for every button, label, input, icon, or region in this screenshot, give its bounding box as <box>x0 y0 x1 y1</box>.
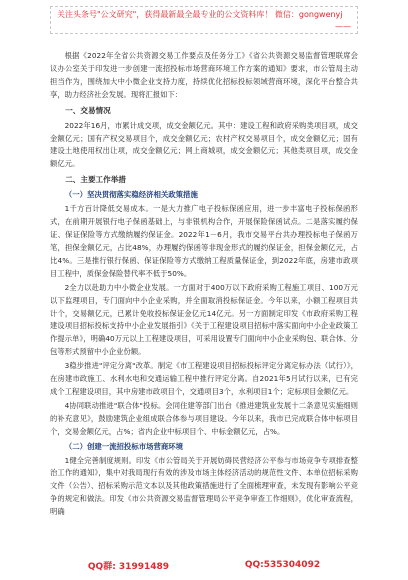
banner-text: 关注头条号"公文研究"，获得最新最全最专业的公文资料库！ 微信：gongwenyj <box>57 10 343 19</box>
qq-text: QQ:535304092 <box>244 560 321 570</box>
measure-paragraph-1: 1千方百计降低交易成本。一是大力推广电子投标保函应用，进一步丰富电子投标保函形式，在前期开展银行电子保函基础上，与非银机构合作，开展保险保函试点。二是落实履约保证、保证保险等方式缴纳履约保证金。2022年1－6月，我市交易平台共办理投标电子保函万笔，担保金额亿元，占比48%，办理履约保函等非现金形式的履约保证金，担保金额亿元，占比4%。三是推行银行保函、保证保险等方式缴纳工程质量保证金，到2022年底，房建市政项目工程中，质保金保险替代率不低于50%。 <box>50 204 358 278</box>
subsection-heading-policy: （一）坚决贯彻落实稳经济相关政策措施 <box>64 190 198 200</box>
measure-paragraph-4: 4协同联动推进"联合体"投标。会同住建等部门出台《推进建筑业发展十二条意见实施细则的补充意见》，鼓励建筑企业组成联合体参与项目建设。今年以来，我市已完成联合体中标项目个，交易金额亿元，占%；省内企业中标项目个、中标金额亿元，占%。 <box>50 400 358 436</box>
document-body <box>50 50 358 520</box>
banner-dash: —— <box>335 22 351 31</box>
intro-paragraph: 根据《2022年全省公共资源交易工作要点及任务分工》《省公共资源交易监督管理联席会议办公室关于印发进一步创建一流招投标市场营商环境工作方案的通知》要求，市公管局主动担当作为，围绕加大中小微企业支持力度，持续优化招标投标领域营商环境，深化平台整合共享，助力经济社会发展。现将汇报如下： <box>50 51 358 99</box>
measure-paragraph-2: 2全力以赴助力中小微企业发展。一方面对于400万以下政府采购工程施工项目、100万元以下监理项目，专门面向中小企业采购，并全面取消投标保证金。今年以来，小额工程项目共计个，交易额亿元，已累计免收投标保证金亿元14亿元。另一方面制定印发《市政府采购工程建设项目招标投标支持中小企业发展指引》《关于工程建设项目招标中落实面向中小企业政策工作提示单》，明确40万元以上工程建设项目，可采用设置专门面向中小企业采购包、联合体、分包等形式预留中小企业份额。 <box>50 282 358 357</box>
transactions-paragraph: 2022年16月，市累计成交项，成交金额亿元。其中：建设工程和政府采购类项目项，成交金额亿元；国有产权交易项目个，成交金额亿元；农村产权交易项目个，成交金额亿元；国有建设土地使用权出让项，成交金额亿元；网上商城项，成交金额亿元；其他类项目项，成交金额亿元。 <box>50 120 358 169</box>
measure-paragraph-3: 3稳步推进"评定分离"改革。制定《市工程建设项目招标投标评定分离定标办法（试行）》，在房建市政施工、水利水电和交通运输工程中推行评定分离。自2021年5月试行以来，已有完成个工程建设项目，其中房建市政项目个，交通项目3个，水利项目1个；定标项目金额亿元。 <box>50 361 358 396</box>
section-heading-transactions: 一、交易情况 <box>65 105 111 115</box>
section-heading-measures: 二、主要工作举措 <box>65 175 126 185</box>
environment-paragraph-1: 1健全完善制度规则。印发《市公管局关于开展妨碍民营经济公平参与市场竞争专项排查整治工作的通知》，集中对我局现行有效的涉及市场主体经济活动的规范性文件、本单位招标采购文件（公告）、招标采购示范文本以及其他政策措施进行了全面梳理审查，未发现有影响公平竞争的规定和做法。印发《市公共资源交易监督管理局公平竞争审查工作细则》，优化审查流程，明确 <box>50 455 358 517</box>
subsection-heading-environment: （二）创建一流招投标市场营商环境 <box>64 441 184 451</box>
qq-group-text: QQ群: 31991489 <box>87 561 170 572</box>
promo-banner <box>50 6 358 34</box>
contact-footer <box>50 557 358 573</box>
